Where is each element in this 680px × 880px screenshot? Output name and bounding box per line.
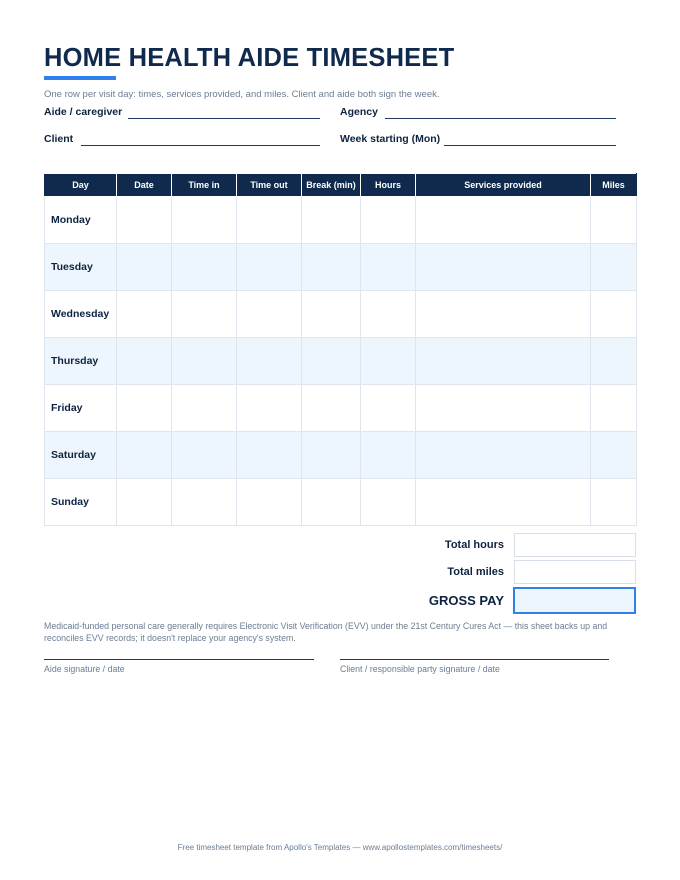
total-hours-label: Total hours (444, 539, 504, 551)
gross-pay-label: GROSS PAY (428, 593, 504, 608)
break-cell[interactable] (302, 479, 361, 526)
table-row (45, 291, 637, 338)
miles-cell[interactable] (591, 338, 637, 385)
column-header-time-out: Time out (237, 174, 302, 197)
date-cell[interactable] (117, 291, 172, 338)
hours-cell[interactable] (361, 197, 416, 244)
break-cell[interactable] (302, 432, 361, 479)
table-row (45, 479, 637, 526)
table-header-row (45, 174, 637, 197)
week-start-field[interactable] (444, 145, 616, 146)
day-cell: Wednesday (45, 291, 117, 338)
column-header-time-in: Time in (172, 174, 237, 197)
aide-label: Aide / caregiver (44, 106, 123, 118)
table-row (45, 432, 637, 479)
miles-cell[interactable] (591, 291, 637, 338)
break-cell[interactable] (302, 338, 361, 385)
total-hours-field[interactable] (514, 533, 636, 557)
timesheet-table (44, 173, 637, 526)
column-header-day: Day (45, 174, 117, 197)
date-cell[interactable] (117, 197, 172, 244)
column-header-miles: Miles (591, 174, 637, 197)
time-out-cell[interactable] (237, 291, 302, 338)
date-cell[interactable] (117, 432, 172, 479)
total-miles-field[interactable] (514, 560, 636, 584)
services-cell[interactable] (416, 385, 591, 432)
date-cell[interactable] (117, 244, 172, 291)
time-in-cell[interactable] (172, 385, 237, 432)
table-row (45, 338, 637, 385)
hours-cell[interactable] (361, 291, 416, 338)
week-start-label: Week starting (Mon) (340, 133, 441, 145)
miles-cell[interactable] (591, 479, 637, 526)
time-in-cell[interactable] (172, 244, 237, 291)
hours-cell[interactable] (361, 432, 416, 479)
gross-pay-field[interactable] (513, 587, 636, 614)
day-cell: Tuesday (45, 244, 117, 291)
services-cell[interactable] (416, 338, 591, 385)
date-cell[interactable] (117, 385, 172, 432)
break-cell[interactable] (302, 385, 361, 432)
miles-cell[interactable] (591, 432, 637, 479)
time-out-cell[interactable] (237, 338, 302, 385)
time-in-cell[interactable] (172, 479, 237, 526)
column-header-hours: Hours (361, 174, 416, 197)
hours-cell[interactable] (361, 479, 416, 526)
time-out-cell[interactable] (237, 244, 302, 291)
hours-cell[interactable] (361, 338, 416, 385)
footer-credit: Free timesheet template from Apollo's Templates — www.apollostemplates.com/timesheets/ (177, 843, 503, 852)
aide-signature-line[interactable] (44, 659, 314, 660)
title-accent-bar (44, 76, 116, 80)
miles-cell[interactable] (591, 385, 637, 432)
client-signature-label: Client / responsible party signature / date (340, 664, 500, 674)
day-cell: Saturday (45, 432, 117, 479)
break-cell[interactable] (302, 244, 361, 291)
time-in-cell[interactable] (172, 432, 237, 479)
column-header-date: Date (117, 174, 172, 197)
time-in-cell[interactable] (172, 291, 237, 338)
client-field[interactable] (81, 145, 320, 146)
aide-signature-label: Aide signature / date (44, 664, 125, 674)
time-out-cell[interactable] (237, 432, 302, 479)
page-title: HOME HEALTH AIDE TIMESHEET (44, 44, 455, 72)
table-row (45, 385, 637, 432)
time-in-cell[interactable] (172, 338, 237, 385)
aide-field[interactable] (128, 118, 320, 119)
agency-label: Agency (340, 106, 378, 118)
services-cell[interactable] (416, 432, 591, 479)
break-cell[interactable] (302, 291, 361, 338)
date-cell[interactable] (117, 338, 172, 385)
client-label: Client (44, 133, 74, 145)
services-cell[interactable] (416, 479, 591, 526)
client-signature-line[interactable] (340, 659, 609, 660)
page-subtitle: One row per visit day: times, services provided, and miles. Client and aide both sign the week. (44, 89, 440, 100)
time-in-cell[interactable] (172, 197, 237, 244)
time-out-cell[interactable] (237, 479, 302, 526)
time-out-cell[interactable] (237, 197, 302, 244)
day-cell: Thursday (45, 338, 117, 385)
miles-cell[interactable] (591, 244, 637, 291)
services-cell[interactable] (416, 197, 591, 244)
day-cell: Sunday (45, 479, 117, 526)
table-row (45, 197, 637, 244)
break-cell[interactable] (302, 197, 361, 244)
column-header-services: Services provided (416, 174, 591, 197)
miles-cell[interactable] (591, 197, 637, 244)
total-miles-label: Total miles (447, 566, 504, 578)
date-cell[interactable] (117, 479, 172, 526)
day-cell: Friday (45, 385, 117, 432)
table-row (45, 244, 637, 291)
day-cell: Monday (45, 197, 117, 244)
services-cell[interactable] (416, 291, 591, 338)
agency-field[interactable] (385, 118, 616, 119)
services-cell[interactable] (416, 244, 591, 291)
evv-note: Medicaid-funded personal care generally requires Electronic Visit Verification (EVV) under the 21st Century Cures Act — this sheet backs up and reconciles EVV records; it doesn't replace your agency's system. (44, 621, 608, 643)
hours-cell[interactable] (361, 244, 416, 291)
column-header-break: Break (min) (302, 174, 361, 197)
time-out-cell[interactable] (237, 385, 302, 432)
hours-cell[interactable] (361, 385, 416, 432)
